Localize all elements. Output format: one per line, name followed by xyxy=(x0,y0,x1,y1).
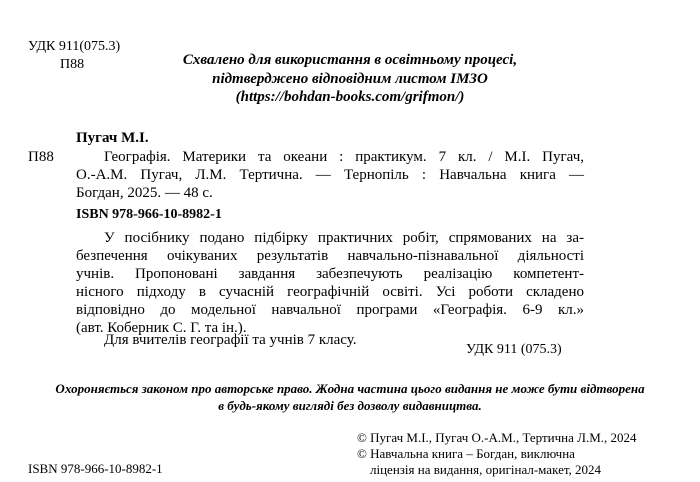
approval-line-1: Схвалено для використання в освітньому процесі, xyxy=(182,52,518,68)
abstract-line-6: (авт. Коберник С. Г. та ін.). xyxy=(76,320,247,336)
record-description-line-1: Географія. Материки та океани : практикум. 7 кл. / М.І. Пугач, xyxy=(104,149,584,165)
approval-line-2: підтверджено відповідним листом ІМЗО xyxy=(212,71,488,87)
record-author: Пугач М.І. xyxy=(76,130,149,146)
record-description-line-2: О.-А.М. Пугач, Л.М. Тертична. — Тернопіль : Навчальна книга — xyxy=(76,167,584,183)
record-code: П88 xyxy=(28,149,54,165)
abstract-line-3: учнів. Пропоновані завдання забезпечують реалізацію компетент- xyxy=(76,266,584,282)
header-code: П88 xyxy=(60,57,85,72)
abstract-audience: Для вчителів географії та учнів 7 класу. xyxy=(104,332,357,348)
abstract-line-2: безпечення очікуваних результатів навчально-пізнавальної діяльності xyxy=(76,248,584,264)
header-udk: УДК 911(075.3) xyxy=(28,39,121,54)
copyright-notice-line-2: в будь-якому вигляді без дозволу видавництва. xyxy=(218,398,482,413)
footer-copyright-2: © Навчальна книга – Богдан, виключна xyxy=(357,446,575,461)
approval-line-3: (https://bohdan-books.com/grifmon/) xyxy=(235,89,465,105)
abstract-line-4: нісного підходу в сучасній географічній освіті. Усі роботи складено xyxy=(76,284,584,300)
footer-copyright-1: © Пугач М.І., Пугач О.-А.М., Тертична Л.М., 2024 xyxy=(357,430,637,445)
footer-copyright-3: ліцензія на видання, оригінал-макет, 2024 xyxy=(370,462,602,477)
record-isbn: ISBN 978-966-10-8982-1 xyxy=(76,207,222,222)
footer-isbn: ISBN 978-966-10-8982-1 xyxy=(28,461,163,476)
abstract-line-5: відповідно до модельної навчальної програми «Географія. 6-9 кл.» xyxy=(76,302,584,318)
record-description-line-3: Богдан, 2025. — 48 с. xyxy=(76,185,213,201)
abstract-udk: УДК 911 (075.3) xyxy=(466,342,562,357)
copyright-notice-line-1: Охороняється законом про авторське право. Жодна частина цього видання не може бути відтворена xyxy=(55,381,645,396)
abstract-line-1: У посібнику подано підбірку практичних робіт, спрямованих на за- xyxy=(104,230,584,246)
